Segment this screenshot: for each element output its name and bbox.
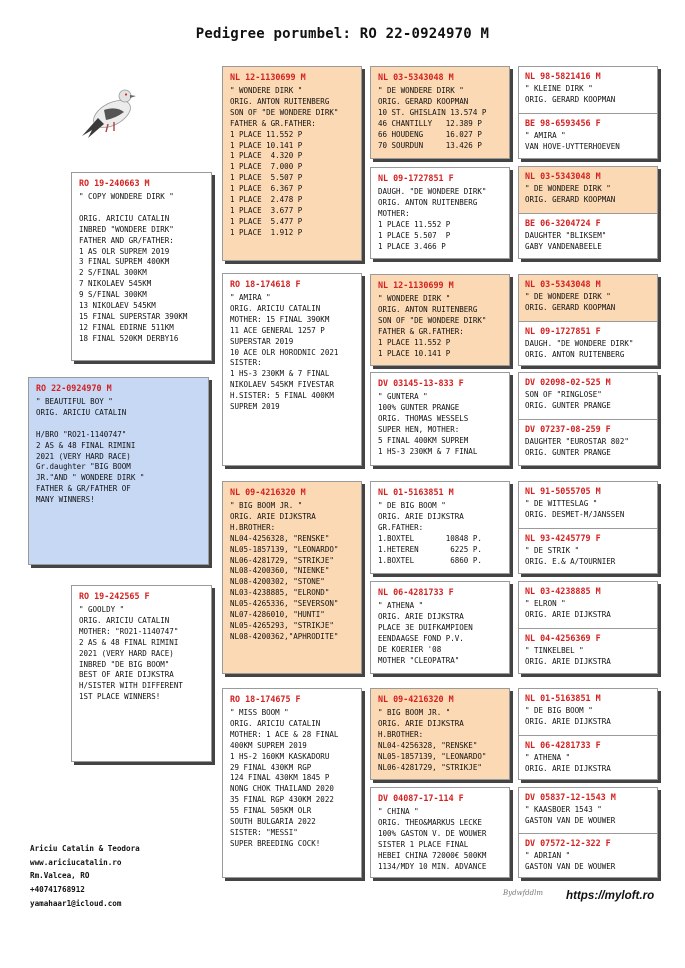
dam-description: " GOOLDY " ORIG. ARICIU CATALIN MOTHER: "RO21-1140747" 2 AS & 48 FINAL RIMINI 2021 (VERY HARD RACE) INBRED "DE BIG BOOM" BEST OF ARIE DIJKSTRA H/SISTER WITH DIFFERENT 1ST PLACE WINNERS! — [79, 605, 183, 702]
ancestor-pair-card — [518, 481, 658, 574]
ancestor-entry — [519, 114, 657, 159]
great-grandparent-description: " BIG BOOM JR. " ORIG. ARIE DIJKSTRA H.BROTHER: NL04-4256328, "RENSKE" NL05-1857139, "LEONARDO" NL06-4281729, "STRIKJE" — [378, 708, 487, 772]
great-grandparent-card — [370, 787, 510, 878]
ancestor-ring-number: NL 06-4281733 F — [525, 740, 601, 750]
great-grandparent-description: " GUNTERA " 100% GUNTER PRANGE ORIG. THOMAS WESSELS SUPER HEN, MOTHER: 5 FINAL 400KM SUPREM 1 HS-3 230KM & 7 FINAL — [378, 392, 478, 456]
ancestor-description: " AMIRA " VAN HOVE-UYTTERHOEVEN — [525, 131, 620, 151]
great-grandparent-description: DAUGH. "DE WONDERE DIRK" ORIG. ANTON RUITENBERG MOTHER: 1 PLACE 11.552 P 1 PLACE 5.507 P 1 PLACE 3.466 P — [378, 187, 487, 251]
subject-description: " BEAUTIFUL BOY " ORIG. ARICIU CATALIN H/BRO "RO21-1140747" 2 AS & 48 FINAL RIMINI 2021 (VERY HARD RACE) Gr.daughter "BIG BOOM JR."AND " WONDERE DIRK " FATHER & GR/FATHER OF MANY WINNERS! — [36, 397, 145, 505]
great-grandparent-ring-number: DV 03145-13-833 F — [378, 378, 464, 388]
ancestor-ring-number: DV 05837-12-1543 M — [525, 792, 616, 802]
ancestor-ring-number: BE 98-6593456 F — [525, 118, 601, 128]
ancestor-entry — [519, 736, 657, 780]
great-grandparent-ring-number: NL 12-1130699 M — [378, 280, 454, 290]
ancestor-pair-card — [518, 274, 658, 366]
ancestor-pair-card — [518, 581, 658, 674]
great-grandparent-card — [370, 688, 510, 780]
ancestor-description: " ADRIAN " GASTON VAN DE WOUWER — [525, 851, 616, 871]
ancestor-description: " ATHENA " ORIG. ARIE DIJKSTRA — [525, 753, 611, 773]
ancestor-entry — [519, 214, 657, 259]
ancestor-entry — [519, 420, 657, 466]
ancestor-description: DAUGHTER "BLIKSEM" GABY VANDENABEELE — [525, 231, 607, 251]
ancestor-pair-card — [518, 166, 658, 259]
ancestor-entry — [519, 67, 657, 113]
great-grandparent-ring-number: NL 03-5343048 M — [378, 72, 454, 82]
ancestor-entry — [519, 788, 657, 833]
ancestor-entry — [519, 275, 657, 321]
great-grandparent-description: " WONDERE DIRK " ORIG. ANTON RUITENBERG SON OF "DE WONDERE DIRK" FATHER & GR.FATHER: 1 PLACE 11.552 P 1 PLACE 10.141 P — [378, 294, 487, 358]
grandparent-description: " AMIRA " ORIG. ARICIU CATALIN MOTHER: 15 FINAL 390KM 11 ACE GENERAL 1257 P SUPERSTAR 2019 10 ACE OLR HORODNIC 2021 SISTER: 1 HS-3 230KM & 7 FINAL NIKOLAEV 545KM FIVESTAR H.SISTER: 5 FINAL 400KM SUPREM 2019 — [230, 293, 339, 412]
great-grandparent-ring-number: NL 01-5163851 M — [378, 487, 454, 497]
ancestor-description: " DE WONDERE DIRK " ORIG. GERARD KOOPMAN — [525, 184, 616, 204]
great-grandparent-ring-number: NL 09-1727851 F — [378, 173, 454, 183]
great-grandparent-card — [370, 167, 510, 259]
great-grandparent-ring-number: NL 06-4281733 F — [378, 587, 454, 597]
ancestor-ring-number: NL 03-5343048 M — [525, 171, 601, 181]
grandparent-ring-number: RO 18-174618 F — [230, 279, 301, 289]
ancestor-ring-number: NL 03-4238885 M — [525, 586, 601, 596]
grandparent-card — [222, 688, 362, 878]
grandparent-ring-number: NL 12-1130699 M — [230, 72, 306, 82]
ancestor-ring-number: NL 04-4256369 F — [525, 633, 601, 643]
ancestor-description: " DE WONDERE DIRK " ORIG. GERARD KOOPMAN — [525, 292, 616, 312]
ancestor-ring-number: NL 91-5055705 M — [525, 486, 601, 496]
ancestor-pair-card — [518, 688, 658, 780]
grandparent-card — [222, 481, 362, 674]
grandparent-description: " MISS BOOM " ORIG. ARICIU CATALIN MOTHER: 1 ACE & 28 FINAL 400KM SUPREM 2019 1 HS-2 160KM KASKADORU 29 FINAL 430KM RGP 124 FINAL 430KM 1845 P NONG CHOK THAILAND 2020 35 FINAL RGP 430KM 2022 55 FINAL 505KM OLR SOUTH BULGARIA 2022 SISTER: "MESSI" SUPER BREEDING COCK! — [230, 708, 339, 848]
grandparent-description: " BIG BOOM JR. " ORIG. ARIE DIJKSTRA H.BROTHER: NL04-4256328, "RENSKE" NL05-1857139, "LEONARDO" NL06-4281729, "STRIKJE" NL08-4200360, "NIENKE" NL08-4200302, "STONE" NL03-4238885, "ELROND" NL05-4265336, "SEVERSON" NL07-4286010, "HUNTI" NL05-4265293, "STRIKJE" NL08-4200362,"APHRODITE" — [230, 501, 339, 641]
great-grandparent-description: " DE WONDERE DIRK " ORIG. GERARD KOOPMAN 10 ST. GHISLAIN 13.574 P 46 CHANTILLY 12.389 P 66 HOUDENG 16.027 P 70 SOURDUN 13.426 P — [378, 86, 487, 150]
great-grandparent-ring-number: DV 04087-17-114 F — [378, 793, 464, 803]
great-grandparent-card — [370, 481, 510, 574]
ancestor-description: " KLEINE DIRK " ORIG. GERARD KOOPMAN — [525, 84, 616, 104]
great-grandparent-card — [370, 372, 510, 466]
ancestor-entry — [519, 629, 657, 674]
breeder-contact-block — [30, 842, 140, 911]
sire-card — [71, 172, 212, 361]
great-grandparent-card — [370, 66, 510, 159]
ancestor-description: " DE BIG BOOM " ORIG. ARIE DIJKSTRA — [525, 706, 611, 726]
great-grandparent-description: " CHINA " ORIG. THEO&MARKUS LECKE 100% GASTON V. DE WOUWER SISTER 1 PLACE FINAL HEBEI CHINA 72000€ 500KM 1134/MDY 10 MIN. ADVANCE — [378, 807, 487, 871]
ancestor-ring-number: BE 06-3204724 F — [525, 218, 601, 228]
ancestor-ring-number: DV 07237-08-259 F — [525, 424, 611, 434]
grandparent-ring-number: RO 18-174675 F — [230, 694, 301, 704]
ancestor-description: " DE STRIK " ORIG. E.& A/TOURNIER — [525, 546, 616, 566]
ancestor-description: " ELRON " ORIG. ARIE DIJKSTRA — [525, 599, 611, 619]
ancestor-ring-number: NL 01-5163851 M — [525, 693, 601, 703]
grandparent-description: " WONDERE DIRK " ORIG. ANTON RUITENBERG SON OF "DE WONDERE DIRK" FATHER & GR.FATHER: 1 PLACE 11.552 P 1 PLACE 10.141 P 1 PLACE 4.320 P 1 PLACE 7.000 P 1 PLACE 5.507 P 1 PLACE 6.367 P 1 PLACE 2.478 P 1 PLACE 3.677 P 1 PLACE 5.477 P 1 PLACE 1.912 P — [230, 86, 339, 237]
page-title: Pedigree porumbel: RO 22-0924970 M — [195, 26, 490, 42]
ancestor-description: " DE WITTESLAG " ORIG. DESMET-M/JANSSEN — [525, 499, 625, 519]
ancestor-entry — [519, 482, 657, 528]
ancestor-entry — [519, 167, 657, 213]
ancestor-entry — [519, 529, 657, 574]
ancestor-pair-card — [518, 787, 658, 878]
ancestor-description: DAUGHTER "EUROSTAR 802" ORIG. GUNTER PRANGE — [525, 437, 629, 457]
ancestor-ring-number: NL 09-1727851 F — [525, 326, 601, 336]
dam-ring-number: RO 19-242565 F — [79, 591, 150, 601]
great-grandparent-card — [370, 581, 510, 674]
ancestor-ring-number: DV 07572-12-322 F — [525, 838, 611, 848]
ancestor-description: SON OF "RINGLOSE" ORIG. GUNTER PRANGE — [525, 390, 611, 410]
ancestor-description: " KAASBOER 1543 " GASTON VAN DE WOUWER — [525, 805, 616, 825]
ancestor-description: " TINKELBEL " ORIG. ARIE DIJKSTRA — [525, 646, 611, 666]
ancestor-ring-number: NL 98-5821416 M — [525, 71, 601, 81]
subject-ring-number: RO 22-0924970 M — [36, 383, 112, 393]
sire-ring-number: RO 19-240663 M — [79, 178, 150, 188]
ancestor-entry — [519, 689, 657, 735]
myloft-link[interactable]: https://myloft.ro — [566, 889, 655, 902]
ancestor-entry — [519, 373, 657, 419]
grandparent-card — [222, 66, 362, 261]
ancestor-pair-card — [518, 372, 658, 466]
breeder-email[interactable]: yamahaar1@icloud.com — [30, 898, 122, 908]
ancestor-entry — [519, 834, 657, 878]
breeder-name: Ariciu Catalin & Teodora — [30, 844, 140, 853]
ancestor-ring-number: DV 02098-02-525 M — [525, 377, 611, 387]
ancestor-entry — [519, 582, 657, 628]
ancestor-ring-number: NL 03-5343048 M — [525, 279, 601, 289]
dam-card — [71, 585, 212, 762]
ancestor-pair-card — [518, 66, 658, 159]
breeder-location: Rm.Valcea, RO — [30, 871, 90, 881]
pigeon-image — [78, 80, 142, 140]
sire-description: " COPY WONDERE DIRK " ORIG. ARICIU CATALIN INBRED "WONDERE DIRK" FATHER AND GR/FATHER: 1 AS OLR SUPREM 2019 3 FINAL SUPREM 400KM 2 S/FINAL 300KM 7 NIKOLAEV 545KM 9 S/FINAL 300KM 13 NIKOLAEV 545KM 15 FINAL SUPERSTAR 390KM 12 FINAL EDIRNE 511KM 18 FINAL 520KM DERBY16 — [79, 192, 188, 343]
ancestor-ring-number: NL 93-4245779 F — [525, 533, 601, 543]
great-grandparent-description: " ATHENA " ORIG. ARIE DIJKSTRA PLACE 3E DUIFKAMPIOEN EENDAAGSE FOND P.V. DE KOERIER '08 MOTHER "CLEOPATRA" — [378, 601, 473, 665]
ancestor-entry — [519, 322, 657, 366]
great-grandparent-ring-number: NL 09-4216320 M — [378, 694, 454, 704]
breeder-phone: +40741768912 — [30, 885, 85, 895]
ancestor-description: DAUGH. "DE WONDERE DIRK" ORIG. ANTON RUITENBERG — [525, 339, 634, 359]
great-grandparent-card — [370, 274, 510, 366]
great-grandparent-description: " DE BIG BOOM " ORIG. ARIE DIJKSTRA GR.FATHER: 1.BOXTEL 10848 P. 1.HETEREN 6225 P. 1.BOXTEL 6860 P. — [378, 501, 482, 565]
signature: Bydwfddlm — [503, 889, 544, 897]
subject-pigeon-card — [28, 377, 209, 565]
grandparent-card — [222, 273, 362, 466]
grandparent-ring-number: NL 09-4216320 M — [230, 487, 306, 497]
breeder-website[interactable]: www.ariciucatalin.ro — [30, 857, 122, 867]
